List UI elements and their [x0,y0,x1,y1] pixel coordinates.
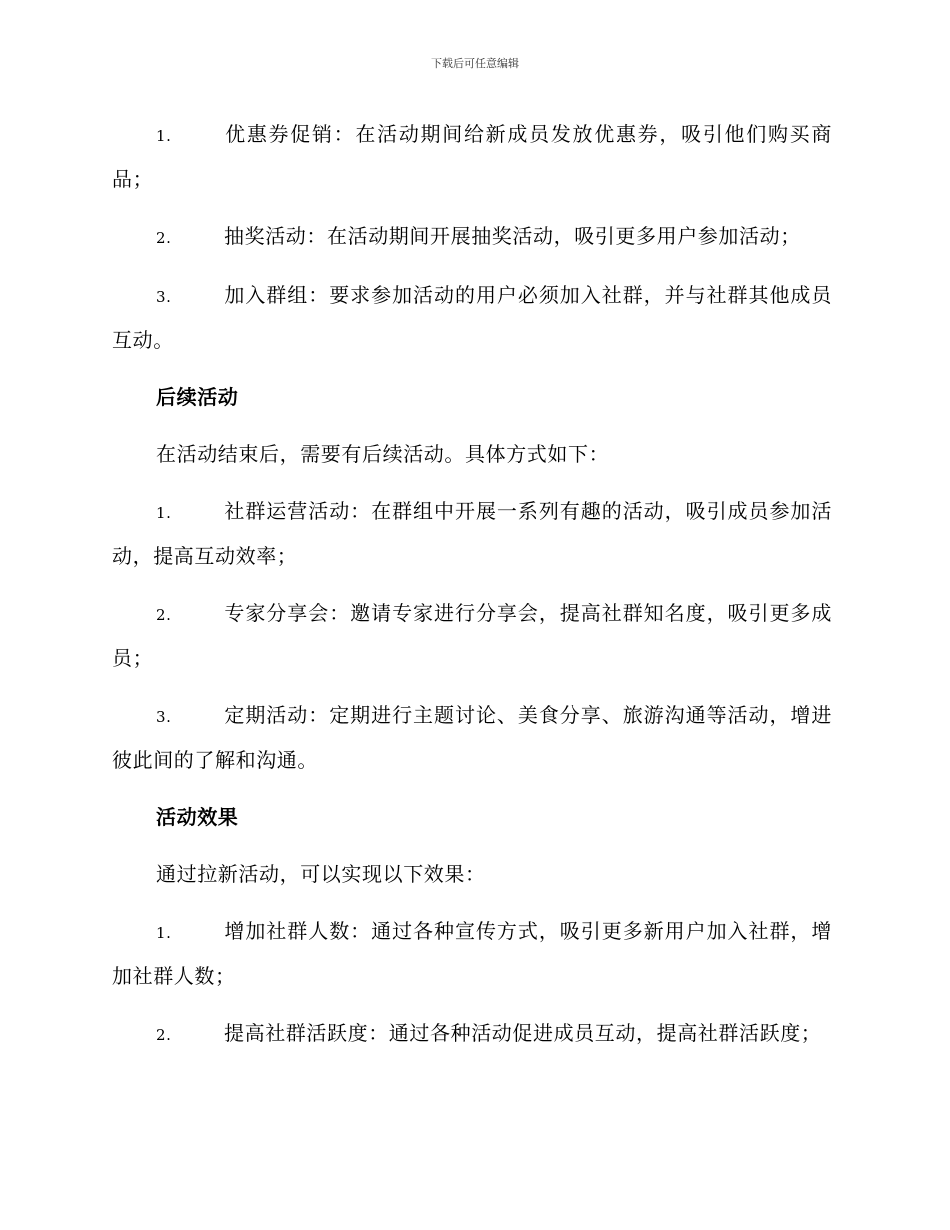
list-item-text: 社群运营活动：在群组中开展一系列有趣的活动，吸引成员参加活动，提高互动效率； [112,499,832,568]
list-item-text: 专家分享会：邀请专家进行分享会，提高社群知名度，吸引更多成员； [112,601,832,670]
list-item-text: 抽奖活动：在活动期间开展抽奖活动，吸引更多用户参加活动； [224,224,801,248]
list-item [112,910,832,998]
list-item [112,113,832,201]
list-item-number: 3. [156,288,172,306]
section-intro-effect: 通过拉新活动，可以实现以下效果： [156,862,486,886]
list-item-text: 加入群组：要求参加活动的用户必须加入社群，并与社群其他成员互动。 [112,283,832,352]
list-item-number: 2. [156,1026,172,1044]
section-intro-followup: 在活动结束后，需要有后续活动。具体方式如下： [156,442,610,466]
document-body [112,113,832,1071]
list-item-number: 1. [156,924,172,942]
list-item [112,490,832,578]
list-item-number: 2. [156,606,172,624]
list-item [112,215,832,260]
list-item-number: 1. [156,504,172,522]
section-heading-effect: 活动效果 [156,805,239,829]
list-item [112,694,832,782]
list-item-text: 提高社群活跃度：通过各种活动促进成员互动，提高社群活跃度； [224,1021,822,1045]
list-item-text: 定期活动：定期进行主题讨论、美食分享、旅游沟通等活动，增进彼此间的了解和沟通。 [112,703,832,772]
list-item-text: 优惠券促销：在活动期间给新成员发放优惠券，吸引他们购买商品； [112,122,832,191]
list-item-text: 增加社群人数：通过各种宣传方式，吸引更多新用户加入社群，增加社群人数； [112,919,832,988]
list-item-number: 3. [156,708,172,726]
list-item-number: 1. [156,127,172,145]
section-heading-followup: 后续活动 [156,385,239,409]
list-item-number: 2. [156,229,172,247]
list-item [112,274,832,362]
list-item [112,1012,832,1057]
page-header: 下载后可任意编辑 [431,57,519,70]
list-item [112,592,832,680]
